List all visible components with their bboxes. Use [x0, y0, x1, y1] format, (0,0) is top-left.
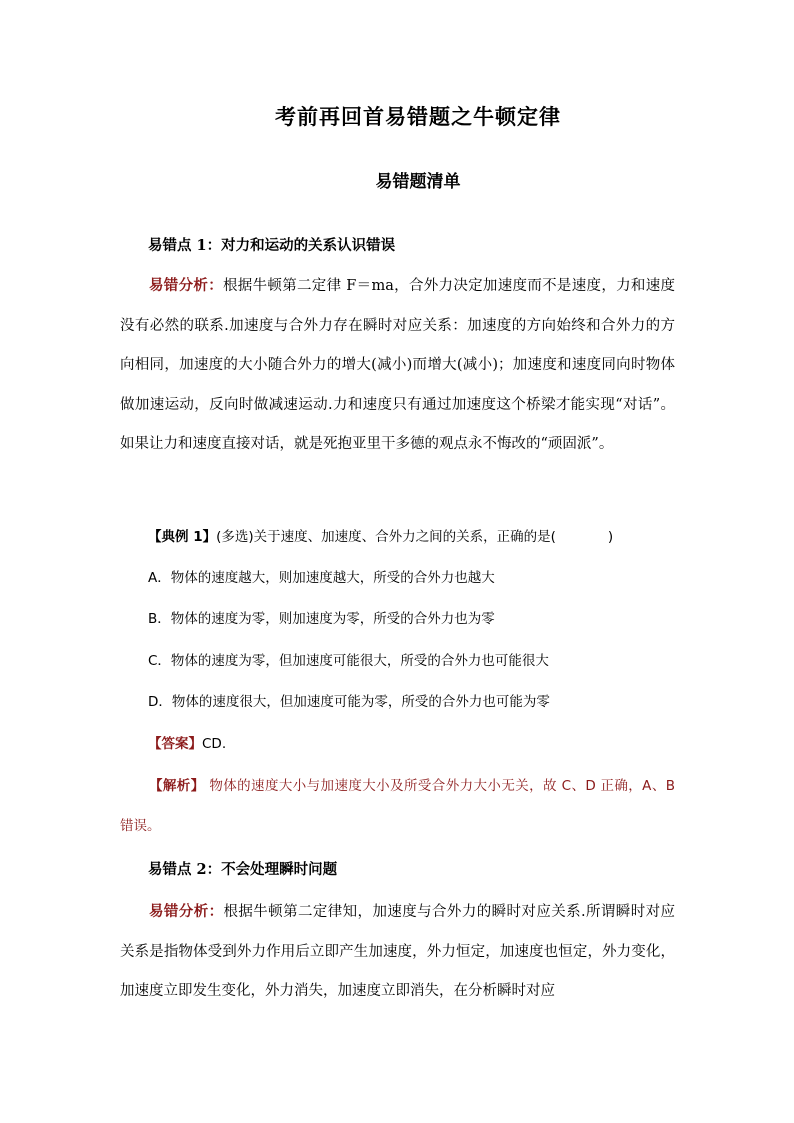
- section-heading-point2: 易错点 2：不会处理瞬时问题: [148, 861, 338, 878]
- explanation-text: 物体的速度大小与加速度大小及所受合外力大小无关，故 C、D 正确，A、B 错误。: [120, 778, 675, 834]
- explanation-label: 【解析】: [149, 778, 205, 794]
- analysis-text: 根据牛顿第二定律 F＝ma，合外力决定加速度而不是速度，力和速度没有必然的联系.加速度与合外力存在瞬时对应关系：加速度的方向始终和合外力的方向相同，加速度的大小随合外力的增大(减小)而增大(减小)；加速度和速度同向时物体做加速运动，反向时做减速运动.力和速度只有通过加速度这个桥梁才能实现“对话”。如果让力和速度直接对话，就是死抱亚里干多德的观点永不悔改的“顽固派”。: [120, 278, 676, 452]
- option-a: A．物体的速度越大，则加速度越大，所受的合外力也越大: [148, 570, 495, 586]
- answer-label: 【答案】: [148, 736, 202, 752]
- analysis-paragraph-point2: [120, 892, 675, 1012]
- answer-value: CD.: [202, 736, 227, 752]
- answer-line: [148, 734, 226, 754]
- section-heading-point1: 易错点 1：对力和运动的关系认识错误: [148, 237, 396, 254]
- analysis-paragraph-point1: [120, 266, 675, 465]
- option-b: B．物体的速度为零，则加速度为零，所受的合外力也为零: [148, 611, 495, 627]
- example-question: 【典例 1】(多选)关于速度、加速度、合外力之间的关系，正确的是( ): [148, 529, 614, 545]
- document-title: 考前再回首易错题之牛顿定律: [275, 104, 561, 129]
- option-d: D．物体的速度很大，但加速度可能为零，所受的合外力也可能为零: [148, 694, 550, 710]
- analysis-label: 易错分析：: [149, 277, 223, 294]
- analysis-label: 易错分析：: [149, 903, 224, 920]
- example-label: 【典例 1】: [148, 529, 217, 545]
- analysis-text: 根据牛顿第二定律知，加速度与合外力的瞬时对应关系.所谓瞬时对应关系是指物体受到外力作用后立即产生加速度，外力恒定，加速度也恒定，外力变化，加速度立即发生变化，外力消失，加速度立即消失，在分析瞬时对应: [120, 904, 675, 999]
- document-subtitle: 易错题清单: [375, 172, 461, 192]
- option-c: C．物体的速度为零，但加速度可能很大，所受的合外力也可能很大: [148, 653, 549, 669]
- explanation-paragraph: [120, 766, 675, 846]
